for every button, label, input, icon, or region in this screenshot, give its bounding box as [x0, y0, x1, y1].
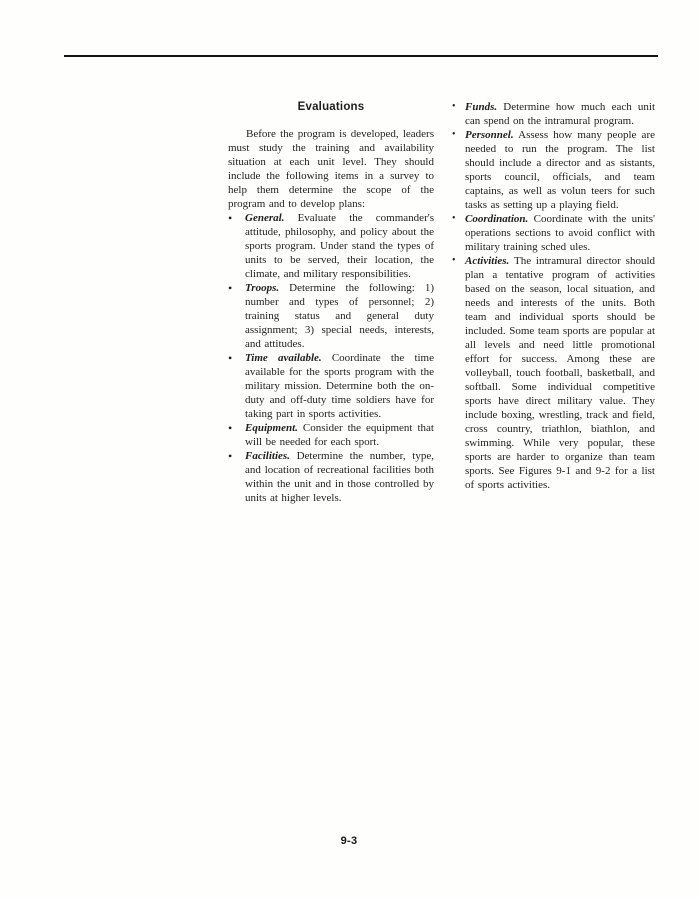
bullet-body: The intramural director should plan a tentative program of activities based on the season, local situation, and needs and interests of the units. Both team and individual sports should be included. Some team sports are popular at all levels and need little promotional effort for success. Among these are volleyball, touch football, basketball, and softball. Some individual competitive sports have direct military value. They include boxing, wrestling, track and field, cross country, triathlon, biathlon, and swimming. While very popular, these sports are harder to organize than team sports. See Figures 9-1 and 9-2 for a list of sports activities.	[465, 255, 656, 491]
bullet-body: Evaluate the commander's attitude, philosophy, and policy about the sports program. Under stand the types of units to be served, their location, the climate, and military responsibilities.	[245, 212, 434, 280]
bullet-body: Consider the equipment that will be needed for each sport.	[245, 422, 434, 448]
bullet-icon: •	[228, 449, 233, 463]
bullet-item-facilities	[228, 449, 434, 505]
bullet-body: Coordinate with the units' operations sections to avoid conflict with military training sched ules.	[465, 213, 655, 253]
bullet-text	[245, 211, 434, 281]
bullet-item-time-available	[228, 351, 434, 421]
bullet-item-coordination	[452, 212, 655, 254]
bullet-icon: •	[452, 101, 456, 112]
bullet-term: General.	[245, 212, 285, 224]
bullet-icon: •	[228, 211, 233, 225]
bullet-item-activities	[452, 254, 655, 492]
bullet-text	[465, 254, 655, 492]
bullet-item-funds	[452, 100, 655, 128]
bullet-text	[245, 449, 434, 505]
bullet-item-general	[228, 211, 434, 281]
bullet-term: Funds.	[465, 101, 498, 113]
bullet-term: Personnel.	[465, 129, 514, 141]
bullet-term: Equipment.	[245, 422, 298, 434]
bullet-text	[465, 128, 655, 212]
bullet-item-equipment	[228, 421, 434, 449]
bullet-icon: •	[452, 129, 456, 140]
bullet-item-troops	[228, 281, 434, 351]
left-column	[228, 100, 434, 505]
bullet-body: Determine how much each unit can spend on the intramural program.	[465, 101, 655, 127]
bullet-icon: •	[452, 255, 456, 266]
bullet-body: Determine the following: 1) number and types of personnel; 2) training status and general duty assignment; 3) special needs, interests, and attitudes.	[245, 282, 434, 350]
bullet-term: Activities.	[465, 255, 510, 267]
header-rule	[64, 55, 658, 57]
bullet-term: Troops.	[245, 282, 280, 294]
right-column	[452, 100, 655, 492]
intro-paragraph: Before the program is developed, leaders must study the training and availability situation at each unit level. They should include the following items in a survey to help them determine the scope of the program and to develop plans:	[228, 128, 434, 210]
bullet-text	[465, 100, 655, 128]
bullet-icon: •	[228, 351, 233, 365]
bullet-item-personnel	[452, 128, 655, 212]
bullet-body: Coordinate the time available for the sports program with the military mission. Determine both the on-duty and off-duty time soldiers have for taking part in sports activities.	[245, 352, 434, 420]
bullet-body: Determine the number, type, and location of recreational facilities both within the unit and in those controlled by units at higher levels.	[245, 450, 434, 504]
bullet-text	[245, 281, 434, 351]
bullet-body: Assess how many people are needed to run the program. The list should include a director and as sistants, sports council, officials, and team captains, as well as volun teers for such tasks as setting up a playing field.	[465, 129, 655, 211]
bullet-text	[245, 351, 434, 421]
bullet-term: Facilities.	[245, 450, 290, 462]
page-number: 9-3	[340, 835, 358, 847]
bullet-text	[245, 421, 434, 449]
bullet-term: Time available.	[245, 352, 322, 364]
bullet-icon: •	[228, 281, 233, 295]
bullet-icon: •	[452, 213, 456, 224]
bullet-term: Coordination.	[465, 213, 529, 225]
section-heading: Evaluations	[297, 101, 365, 113]
bullet-icon: •	[228, 421, 233, 435]
bullet-text	[465, 212, 655, 254]
